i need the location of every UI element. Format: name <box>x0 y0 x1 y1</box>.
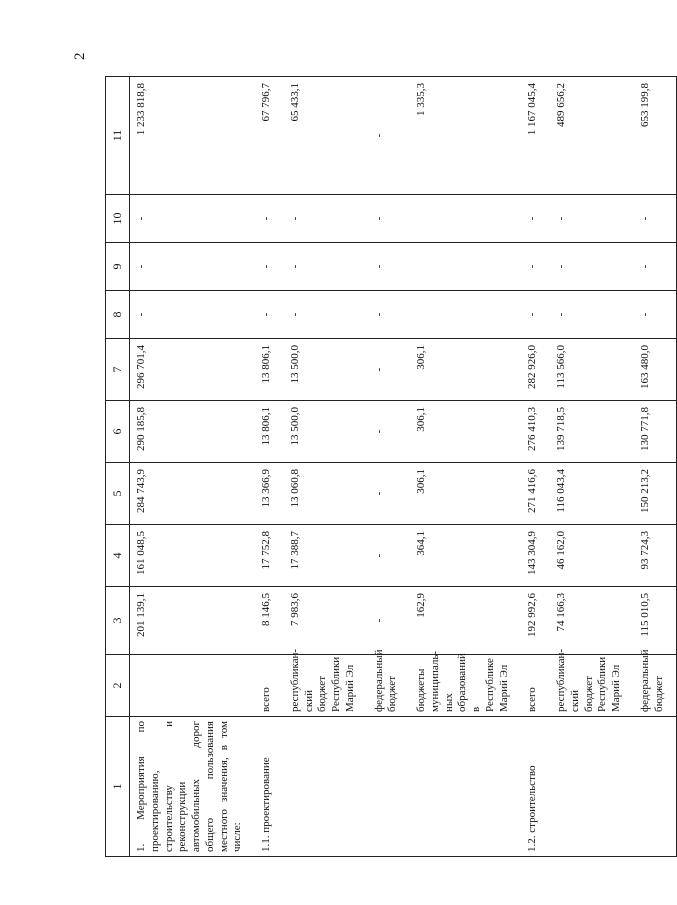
cell: всего <box>255 655 284 717</box>
cell: 192 992,6 <box>521 587 550 655</box>
table-row <box>410 77 521 857</box>
cell: 115 010,5 <box>634 587 677 655</box>
cell: - <box>368 77 411 195</box>
cell: 8 146,5 <box>255 587 284 655</box>
cell: 162,9 <box>410 587 521 655</box>
cell: - <box>130 291 256 339</box>
cell: - <box>255 243 284 291</box>
cell: 1 233 818,8 <box>130 77 256 195</box>
cell: - <box>255 195 284 243</box>
col-header: 11 <box>106 77 130 195</box>
cell: - <box>550 195 634 243</box>
cell: всего <box>521 655 550 717</box>
cell: республикан-ский бюджет Республики Марий Эл <box>550 655 634 717</box>
cell: 7 983,6 <box>284 587 368 655</box>
cell: - <box>368 243 411 291</box>
table-row <box>550 77 634 857</box>
cell: 271 416,6 <box>521 463 550 525</box>
cell: - <box>521 195 550 243</box>
col-header: 5 <box>106 463 130 525</box>
table-row <box>130 77 256 857</box>
cell: - <box>284 291 368 339</box>
cell: 306,1 <box>410 339 521 401</box>
cell: 1 335,3 <box>410 77 521 195</box>
cell: - <box>368 339 411 401</box>
cell <box>410 195 521 243</box>
cell: 161 048,5 <box>130 525 256 587</box>
cell: 1 167 045,4 <box>521 77 550 195</box>
cell: - <box>521 291 550 339</box>
cell: 296 701,4 <box>130 339 256 401</box>
col-header: 1 <box>106 717 130 857</box>
cell: 489 656,2 <box>550 77 634 195</box>
table-row <box>634 77 677 857</box>
cell: 139 718,5 <box>550 401 634 463</box>
cell: республикан-ский бюджет Республики Марий Эл <box>284 655 368 717</box>
cell: - <box>130 243 256 291</box>
cell: 150 213,2 <box>634 463 677 525</box>
cell: 143 304,9 <box>521 525 550 587</box>
table-row <box>521 77 550 857</box>
rotated-page <box>105 77 665 857</box>
cell: 13 060,8 <box>284 463 368 525</box>
cell: - <box>550 291 634 339</box>
table-row <box>368 77 411 857</box>
cell: 46 162,0 <box>550 525 634 587</box>
cell: - <box>368 401 411 463</box>
row-title <box>410 717 521 857</box>
cell: - <box>368 463 411 525</box>
cell: 130 771,8 <box>634 401 677 463</box>
cell: 17 752,8 <box>255 525 284 587</box>
cell: 13 500,0 <box>284 339 368 401</box>
cell: - <box>368 291 411 339</box>
row-title: 1. Мероприятия по проектированию, строительству и реконструкции автомобильных дорог общего пользования местного значения, в том числе: <box>130 717 256 857</box>
col-header: 3 <box>106 587 130 655</box>
cell: - <box>368 525 411 587</box>
cell: 364,1 <box>410 525 521 587</box>
cell <box>410 291 521 339</box>
cell: 116 043,4 <box>550 463 634 525</box>
cell: 13 806,1 <box>255 339 284 401</box>
col-header: 10 <box>106 195 130 243</box>
cell: 284 743,9 <box>130 463 256 525</box>
cell: 113 566,0 <box>550 339 634 401</box>
column-number-row <box>106 77 130 857</box>
cell: 306,1 <box>410 463 521 525</box>
row-title: 1.2. строительство <box>521 717 550 857</box>
cell: - <box>255 291 284 339</box>
cell: федеральный бюджет <box>368 655 411 717</box>
cell <box>410 243 521 291</box>
cell: федеральный бюджет <box>634 655 677 717</box>
cell: бюджеты муниципаль-ных образований в Республике Марий Эл <box>410 655 521 717</box>
cell: 163 480,0 <box>634 339 677 401</box>
row-title: 1.1. проектирование <box>255 717 284 857</box>
cell: 67 796,7 <box>255 77 284 195</box>
cell: 17 388,7 <box>284 525 368 587</box>
col-header: 9 <box>106 243 130 291</box>
col-header: 4 <box>106 525 130 587</box>
cell: 13 500,0 <box>284 401 368 463</box>
cell: 13 366,9 <box>255 463 284 525</box>
row-title <box>368 717 411 857</box>
col-header: 8 <box>106 291 130 339</box>
cell: 93 724,3 <box>634 525 677 587</box>
cell: 65 433,1 <box>284 77 368 195</box>
col-header: 7 <box>106 339 130 401</box>
cell: - <box>521 243 550 291</box>
cell: 653 199,8 <box>634 77 677 195</box>
cell: - <box>368 587 411 655</box>
col-header: 6 <box>106 401 130 463</box>
cell: 201 139,1 <box>130 587 256 655</box>
cell: - <box>130 195 256 243</box>
cell: 276 410,3 <box>521 401 550 463</box>
col-header: 2 <box>106 655 130 717</box>
cell: - <box>634 195 677 243</box>
cell: - <box>634 291 677 339</box>
row-title <box>284 717 368 857</box>
cell: - <box>284 243 368 291</box>
cell: 13 806,1 <box>255 401 284 463</box>
cell: - <box>368 195 411 243</box>
cell: 74 166,3 <box>550 587 634 655</box>
cell: - <box>634 243 677 291</box>
financing-table <box>105 76 677 857</box>
cell: 306,1 <box>410 401 521 463</box>
cell: - <box>284 195 368 243</box>
row-title <box>634 717 677 857</box>
table-row <box>284 77 368 857</box>
table-row <box>255 77 284 857</box>
cell: 290 185,8 <box>130 401 256 463</box>
cell: 282 926,0 <box>521 339 550 401</box>
page-number: 2 <box>72 52 88 60</box>
row-title <box>550 717 634 857</box>
cell: - <box>550 243 634 291</box>
cell <box>130 655 256 717</box>
